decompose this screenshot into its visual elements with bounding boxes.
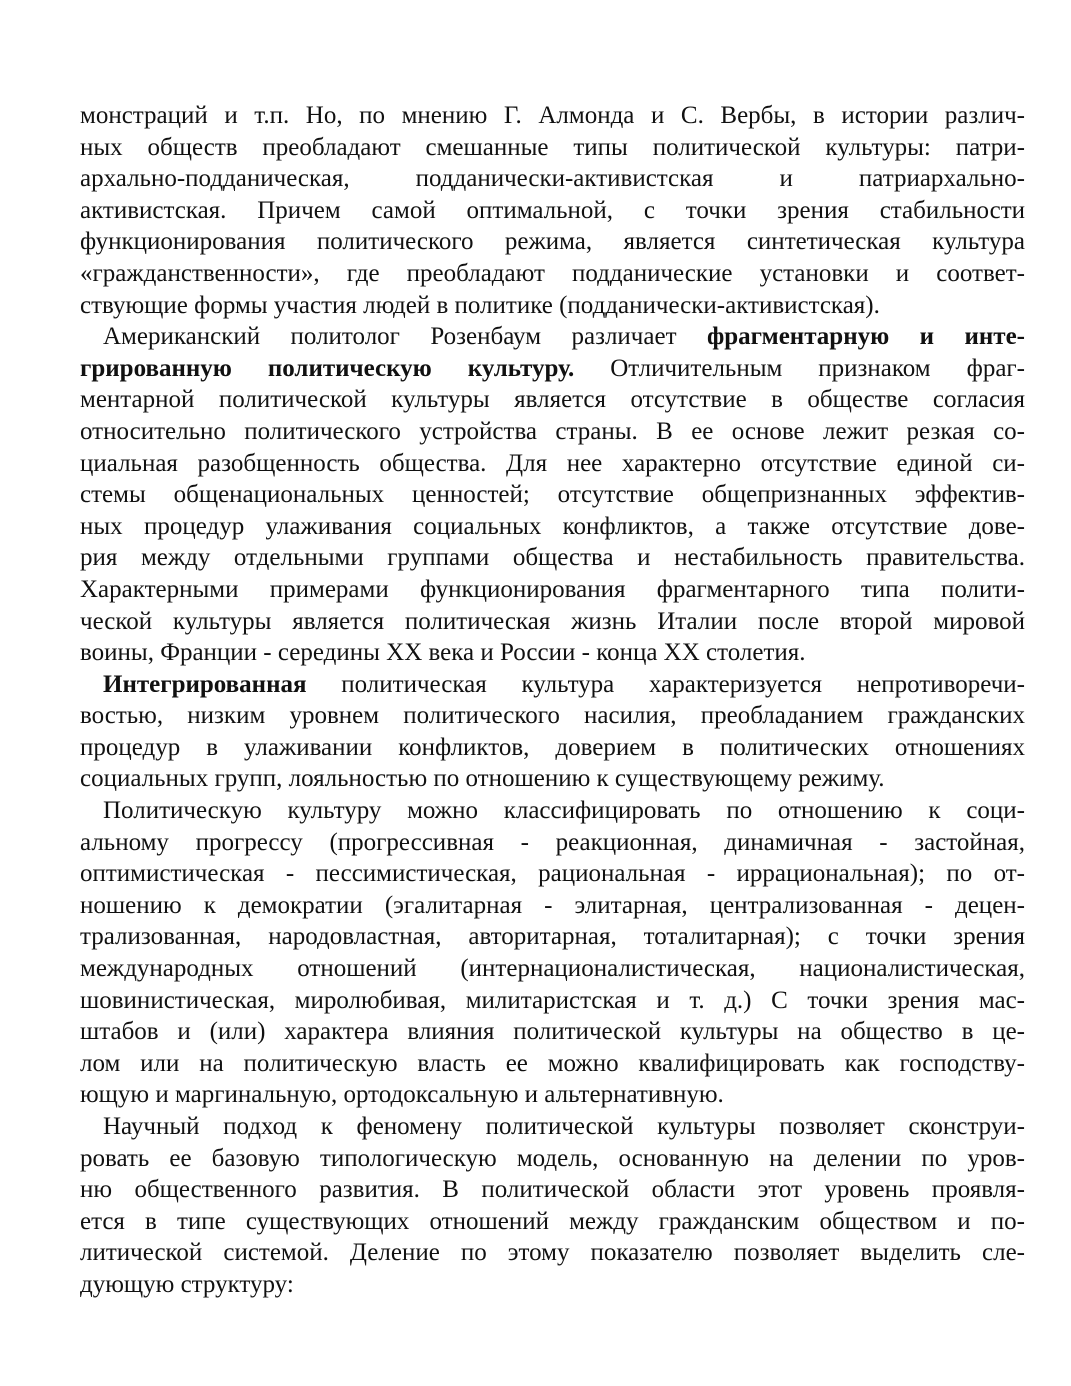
text-run: относительно политического устройства страны. В ее основе лежит резкая со- bbox=[80, 417, 1025, 445]
text-line bbox=[80, 637, 1025, 669]
text-line bbox=[80, 195, 1025, 227]
paragraph-rosenbaum bbox=[80, 321, 1025, 669]
text-run: архально-подданическая, подданически-активистская и патриархально- bbox=[80, 165, 1025, 193]
text-run: лом или на политическую власть ее можно квалифицировать как господству- bbox=[80, 1049, 1025, 1077]
text-line bbox=[80, 321, 1025, 353]
text-line bbox=[80, 921, 1025, 953]
text-line bbox=[80, 606, 1025, 638]
text-run: штабов и (или) характера влияния политической культуры на общество в це- bbox=[80, 1018, 1025, 1046]
text-run: социальных групп, лояльностью по отношению к существующему режиму. bbox=[80, 765, 885, 793]
text-run: Научный подход к феномену политической культуры позволяет сконструи- bbox=[103, 1113, 1025, 1140]
text-line bbox=[80, 226, 1025, 258]
text-line bbox=[80, 1206, 1025, 1238]
paragraph-scientific-approach bbox=[80, 1111, 1025, 1301]
text-line bbox=[80, 953, 1025, 985]
text-run: международных отношений (интернационалистическая, националистическая, bbox=[80, 955, 1025, 983]
text-line bbox=[80, 858, 1025, 890]
text-run: ных обществ преобладают смешанные типы политической культуры: патри- bbox=[80, 133, 1025, 161]
text-line bbox=[80, 1048, 1025, 1080]
text-line bbox=[80, 1143, 1025, 1175]
text-line bbox=[80, 574, 1025, 606]
text-run: ющую и маргинальную, ортодоксальную и альтернативную. bbox=[80, 1081, 724, 1109]
bold-term: грированную политическую культуру. bbox=[80, 354, 575, 382]
paragraph-classification bbox=[80, 795, 1025, 1111]
text-run: ется в типе существующих отношений между гражданским обществом и по- bbox=[80, 1207, 1025, 1235]
text-line bbox=[80, 700, 1025, 732]
text-run: ню общественного развития. В политической области этот уровень проявля- bbox=[80, 1176, 1025, 1204]
text-line bbox=[80, 763, 1025, 795]
paragraph-almond-verba bbox=[80, 100, 1025, 321]
text-line bbox=[80, 132, 1025, 164]
text-line bbox=[80, 1079, 1025, 1111]
paragraph-integrated bbox=[80, 669, 1025, 795]
text-line bbox=[80, 290, 1025, 322]
text-line bbox=[80, 163, 1025, 195]
text-line bbox=[80, 353, 1025, 385]
text-run: оптимистическая - пессимистическая, рациональная - иррациональная); по от- bbox=[80, 860, 1025, 888]
text-run: процедур в улаживании конфликтов, доверием в политических отношениях bbox=[80, 733, 1025, 761]
text-run: альному прогрессу (прогрессивная - реакционная, динамичная - застойная, bbox=[80, 828, 1025, 856]
text-run: ношению к демократии (эгалитарная - элитарная, централизованная - децен- bbox=[80, 891, 1025, 919]
text-run: шовинистическая, миролюбивая, милитаристская и т. д.) С точки зрения мас- bbox=[80, 986, 1025, 1014]
text-run: ческой культуры является политическая жизнь Италии после второй мировой bbox=[80, 607, 1025, 635]
text-run: «гражданственности», где преобладают подданические установки и соответ- bbox=[80, 259, 1025, 287]
text-run: востью, низким уровнем политического насилия, преобладанием гражданских bbox=[80, 702, 1025, 730]
text-run: воины, Франции - середины XX века и России - конца XX столетия. bbox=[80, 639, 806, 667]
text-run: литической системой. Деление по этому показателю позволяет выделить сле- bbox=[80, 1239, 1025, 1267]
text-line bbox=[80, 100, 1025, 132]
text-run: ствующие формы участия людей в политике (подданически-активистская). bbox=[80, 291, 880, 319]
text-line bbox=[80, 416, 1025, 448]
text-run: монстраций и т.п. Но, по мнению Г. Алмонда и С. Вербы, в истории различ- bbox=[80, 102, 1025, 129]
text-line bbox=[80, 795, 1025, 827]
text-line bbox=[80, 542, 1025, 574]
text-run: Политическую культуру можно классифицировать по отношению к соци- bbox=[103, 797, 1025, 825]
text-line bbox=[80, 732, 1025, 764]
text-line bbox=[80, 985, 1025, 1017]
text-line bbox=[80, 1111, 1025, 1143]
text-run: стемы общенациональных ценностей; отсутствие общепризнанных эффектив- bbox=[80, 481, 1025, 509]
text-line bbox=[80, 669, 1025, 701]
bold-term: Интегрированная bbox=[103, 670, 307, 698]
text-run: рия между отдельными группами общества и нестабильность правительства. bbox=[80, 544, 1025, 572]
text-run: Американский политолог Розенбаум различает bbox=[103, 323, 707, 351]
text-run: дующую структуру: bbox=[80, 1270, 294, 1298]
bold-term: фрагментарную и инте- bbox=[706, 323, 1025, 351]
text-line bbox=[80, 890, 1025, 922]
text-run: циальная разобщенность общества. Для нее характерно отсутствие единой си- bbox=[80, 449, 1025, 477]
text-run: трализованная, народовластная, авторитарная, тоталитарная); с точки зрения bbox=[80, 923, 1025, 951]
text-line bbox=[80, 1174, 1025, 1206]
text-line bbox=[80, 1269, 1025, 1301]
text-run: ментарной политической культуры является отсутствие в обществе согласия bbox=[80, 386, 1025, 414]
text-run: ровать ее базовую типологическую модель, основанную на делении по уров- bbox=[80, 1144, 1025, 1172]
text-run: функционирования политического режима, является синтетическая культура bbox=[80, 228, 1025, 256]
text-line bbox=[80, 384, 1025, 416]
text-run: политическая культура характеризуется непротиворечи- bbox=[306, 670, 1025, 698]
text-line bbox=[80, 448, 1025, 480]
text-line bbox=[80, 1016, 1025, 1048]
text-line bbox=[80, 827, 1025, 859]
text-run: ных процедур улаживания социальных конфликтов, а также отсутствие дове- bbox=[80, 512, 1025, 540]
document-page bbox=[80, 100, 1025, 1301]
text-run: активистская. Причем самой оптимальной, с точки зрения стабильности bbox=[80, 196, 1025, 224]
text-run: Отличительным признаком фраг- bbox=[574, 354, 1025, 382]
text-run: Характерными примерами функционирования фрагментарного типа полити- bbox=[80, 575, 1025, 603]
text-line bbox=[80, 479, 1025, 511]
text-line bbox=[80, 1237, 1025, 1269]
text-line bbox=[80, 258, 1025, 290]
text-line bbox=[80, 511, 1025, 543]
